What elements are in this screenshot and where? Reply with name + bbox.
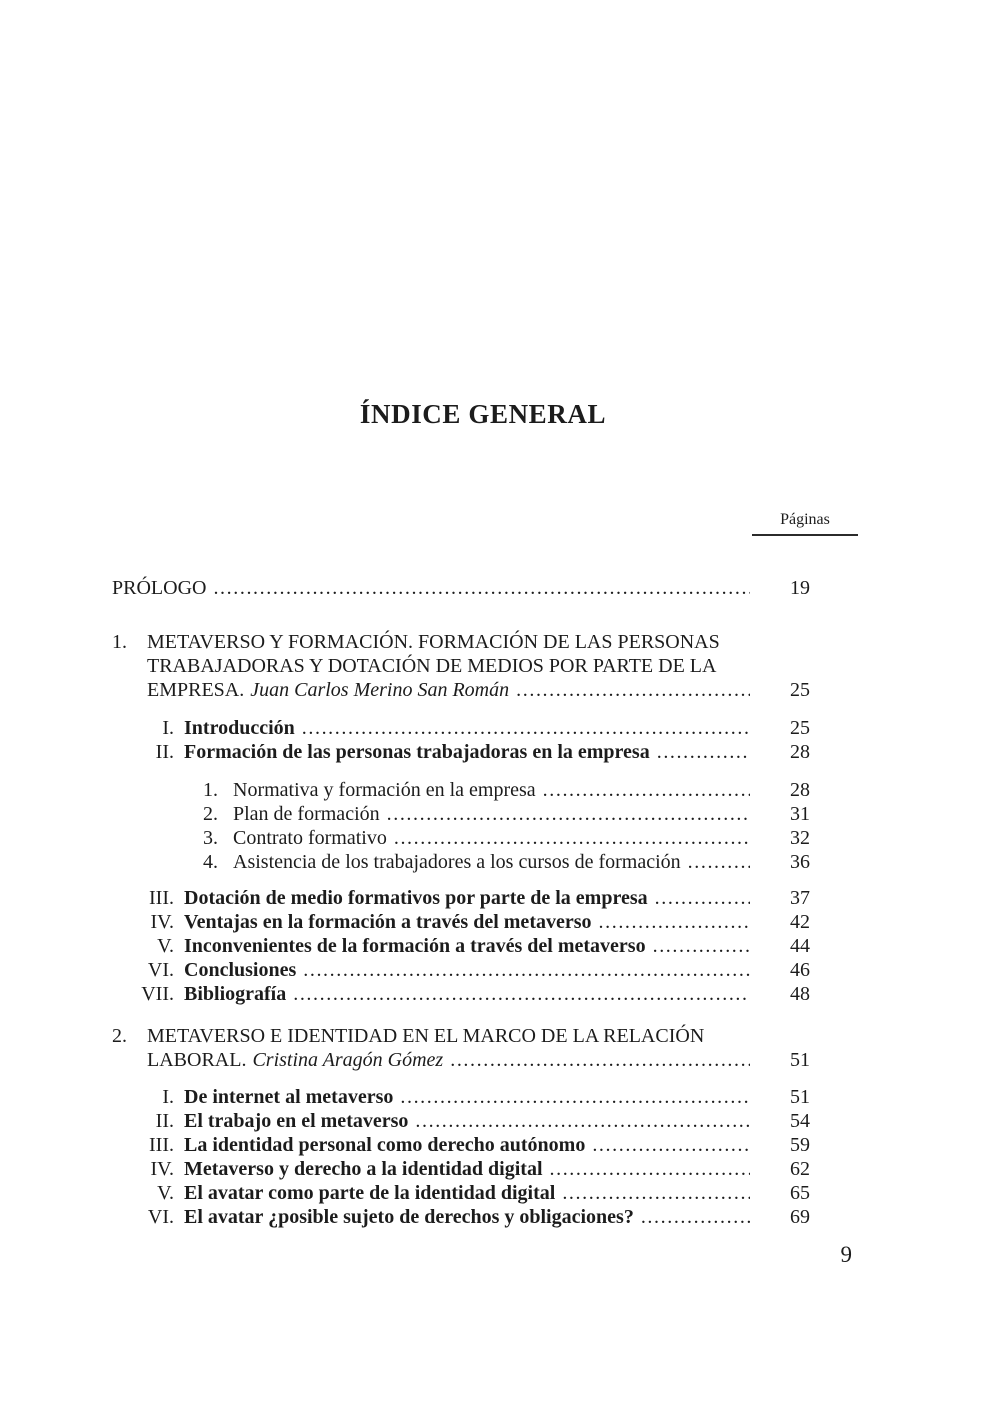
section-title-line: METAVERSO Y FORMACIÓN. FORMACIÓN DE LAS PERSONAS (147, 631, 720, 653)
entry-page: 46 (790, 959, 810, 981)
entry-label: Plan de formación (233, 803, 380, 825)
dot-leader (293, 982, 750, 1006)
dot-leader (400, 1085, 750, 1109)
entry-label: Contrato formativo (233, 827, 387, 849)
dot-leader (415, 1109, 750, 1133)
entry-label: La identidad personal como derecho autónomo (184, 1134, 586, 1156)
entry-numeral: I. (162, 717, 174, 739)
toc-entry (112, 910, 810, 934)
toc-entry (112, 1109, 810, 1133)
entry-page: 31 (790, 803, 810, 825)
entry-page: 62 (790, 1158, 810, 1180)
dot-leader (655, 886, 750, 910)
table-of-contents (112, 576, 810, 1229)
dot-leader (641, 1205, 750, 1229)
toc-entry (112, 1085, 810, 1109)
entry-label: Introducción (184, 717, 295, 739)
entry-numeral: V. (157, 1182, 174, 1204)
entry-page: 54 (790, 1110, 810, 1132)
page-folio-number: 9 (840, 1242, 852, 1267)
entry-page: 32 (790, 827, 810, 849)
entry-label: Inconvenientes de la formación a través del metaverso (184, 935, 646, 957)
toc-entry (112, 934, 810, 958)
entry-label: PRÓLOGO (112, 577, 207, 599)
entry-label: Asistencia de los trabajadores a los cursos de formación (233, 851, 681, 873)
toc-entry (112, 802, 810, 826)
section-title-line: TRABAJADORAS Y DOTACIÓN DE MEDIOS POR PARTE DE LA (147, 655, 717, 677)
toc-entry (112, 1133, 810, 1157)
entry-page: 65 (790, 1182, 810, 1204)
toc-entry (112, 826, 810, 850)
entry-page: 69 (790, 1206, 810, 1228)
toc-entry (112, 1205, 810, 1229)
toc-entry (112, 1157, 810, 1181)
dot-leader (592, 1133, 750, 1157)
entry-label: Metaverso y derecho a la identidad digital (184, 1158, 543, 1180)
dot-leader (550, 1157, 751, 1181)
entry-numeral: III. (149, 1134, 174, 1156)
toc-entry (112, 982, 810, 1006)
entry-page: 28 (790, 779, 810, 801)
entry-numeral: II. (155, 741, 174, 763)
entry-numeral: IV. (150, 1158, 174, 1180)
entry-numeral: VI. (147, 1206, 174, 1228)
entry-label: Normativa y formación en la empresa (233, 779, 536, 801)
entry-label: De internet al metaverso (184, 1086, 394, 1108)
entry-page: 19 (790, 577, 810, 599)
dot-leader (394, 826, 750, 850)
toc-entry (112, 1181, 810, 1205)
entry-label: Dotación de medio formativos por parte de la empresa (184, 887, 648, 909)
dot-leader (450, 1048, 750, 1072)
entry-page: 51 (790, 1086, 810, 1108)
section-2-heading (112, 1024, 810, 1072)
entry-label: El trabajo en el metaverso (184, 1110, 409, 1132)
toc-entry-prologue (112, 576, 810, 600)
section-1-numbered-items (112, 778, 810, 874)
dot-leader (213, 576, 750, 600)
entry-numeral: I. (162, 1086, 174, 1108)
section-number: 2. (112, 1025, 127, 1047)
entry-label: Bibliografía (184, 983, 287, 1005)
section-title-last-line (147, 1048, 810, 1072)
entry-page: 59 (790, 1134, 810, 1156)
entry-number: 1. (203, 779, 218, 801)
entry-page: 37 (790, 887, 810, 909)
section-1-roman-items-a (112, 716, 810, 764)
toc-entry (112, 850, 810, 874)
entry-page: 48 (790, 983, 810, 1005)
entry-label: Conclusiones (184, 959, 297, 981)
entry-page: 42 (790, 911, 810, 933)
dot-leader (688, 850, 750, 874)
section-page: 51 (790, 1049, 810, 1071)
section-title-line: METAVERSO E IDENTIDAD EN EL MARCO DE LA RELACIÓN (147, 1025, 705, 1047)
toc-entry (112, 716, 810, 740)
entry-numeral: IV. (150, 911, 174, 933)
dot-leader (562, 1181, 750, 1205)
entry-numeral: III. (149, 887, 174, 909)
entry-numeral: VI. (147, 959, 174, 981)
toc-entry (112, 886, 810, 910)
section-title-last-line (147, 678, 810, 702)
dot-leader (516, 678, 750, 702)
dot-leader (599, 910, 750, 934)
section-author: Juan Carlos Merino San Román (250, 679, 510, 701)
entry-numeral: II. (155, 1110, 174, 1132)
dot-leader (303, 958, 750, 982)
page-title: ÍNDICE GENERAL (359, 399, 607, 429)
dot-leader (387, 802, 750, 826)
entry-label: El avatar ¿posible sujeto de derechos y obligaciones? (184, 1206, 634, 1228)
entry-numeral: V. (157, 935, 174, 957)
dot-leader (302, 716, 750, 740)
entry-number: 3. (203, 827, 218, 849)
pages-column-header: Páginas (752, 511, 858, 536)
entry-label: El avatar como parte de la identidad digital (184, 1182, 556, 1204)
dot-leader (543, 778, 750, 802)
entry-label: Ventajas en la formación a través del metaverso (184, 911, 592, 933)
entry-page: 28 (790, 741, 810, 763)
section-1-heading (112, 630, 810, 702)
section-number: 1. (112, 631, 127, 653)
section-author: Cristina Aragón Gómez (252, 1049, 444, 1071)
entry-page: 36 (790, 851, 810, 873)
entry-page: 25 (790, 717, 810, 739)
toc-entry (112, 778, 810, 802)
entry-number: 4. (203, 851, 218, 873)
toc-entry (112, 740, 810, 764)
dot-leader (653, 934, 750, 958)
entry-page: 44 (790, 935, 810, 957)
section-2-roman-items (112, 1085, 810, 1229)
section-page: 25 (790, 679, 810, 701)
section-title-tail: LABORAL. (147, 1049, 247, 1071)
dot-leader (657, 740, 750, 764)
entry-numeral: VII. (141, 983, 174, 1005)
entry-number: 2. (203, 803, 218, 825)
entry-label: Formación de las personas trabajadoras en la empresa (184, 741, 650, 763)
section-1-roman-items-b (112, 886, 810, 1006)
toc-entry (112, 958, 810, 982)
section-title-tail: EMPRESA. (147, 679, 245, 701)
